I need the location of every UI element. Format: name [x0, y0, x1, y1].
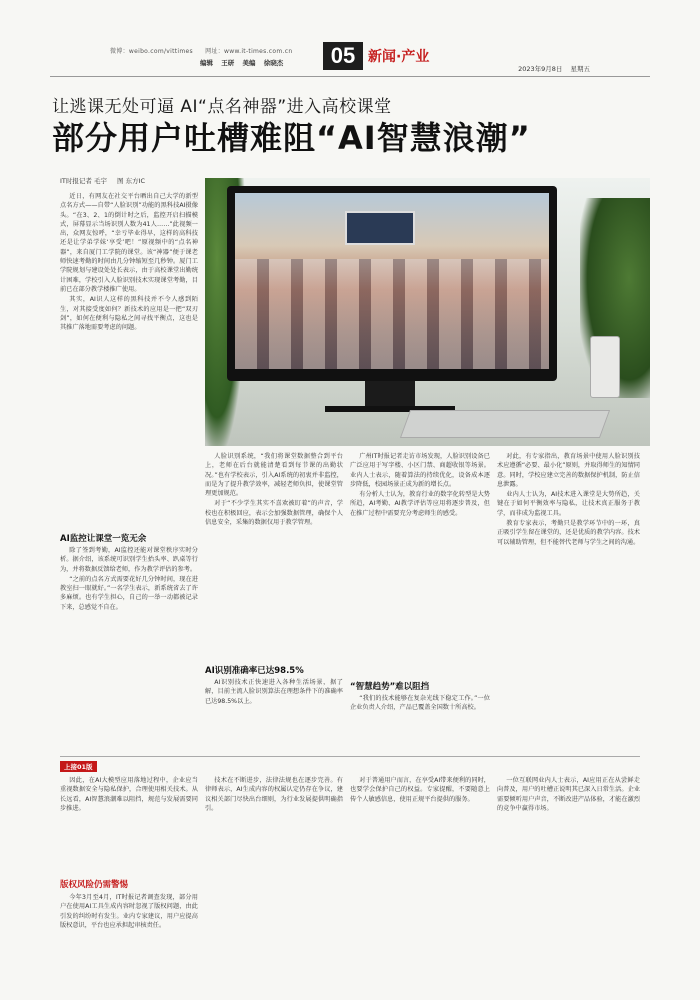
byline: [60, 176, 153, 185]
column-1-lower: [60, 546, 198, 613]
paragraph: 广州IT时报记者走访市场发现，人脸识别设备已广泛应用于写字楼、小区门禁、商超收银等场景。业内人士表示，随着算法的持续优化，设备成本逐步降低，校园场景正成为新的增长点。: [350, 453, 490, 488]
monitor-stand: [365, 381, 415, 409]
paragraph: 其实，AI识人这样的黑科技并不令人感到陌生，对其接受度如何？新技术的应用是一把“双刃剑”，如何在便利与隐私之间寻找平衡点，这也是其推广落地需要考虑的问题。: [60, 296, 198, 332]
staff-name-editor: 王研: [221, 59, 235, 67]
subheading-3: “智慧趋势”难以阻挡: [350, 682, 430, 692]
monitor-screen: [235, 193, 549, 369]
paragraph: 今年3月至4月，IT时报记者调查发现，部分用户在使用AI工具生成内容时忽视了版权问题，由此引发的纠纷时有发生。业内专家建议，用户应提高版权意识，平台也应承担起审核责任。: [60, 894, 198, 929]
paragraph: 因此，在AI大模型应用落地过程中，企业应当重视数据安全与隐私保护，合理使用相关技术。从长远看，AI智慧浪潮难以阻挡，规范与发展需要同步推进。: [60, 777, 198, 812]
section-title: 新闻·产业: [368, 49, 430, 65]
paragraph: 业内人士认为，AI技术进入课堂是大势所趋，关键在于如何平衡效率与隐私，让技术真正服务于教学，而非成为监视工具。: [497, 491, 640, 517]
paragraph: 一位互联网业内人士表示，AI应用正在从尝鲜走向普及，用户的吐槽正说明其已深入日常生活。企业需要倾听用户声音，不断改进产品体验，才能在激烈的竞争中赢得市场。: [497, 777, 640, 812]
website-link[interactable]: 网址：www.it-times.com.cn: [205, 48, 293, 55]
classroom-desks: [235, 259, 549, 369]
column-2-lower: [205, 678, 343, 707]
paragraph: 对此，有专家指出，教育场景中使用人脸识别技术应遵循“必要、最小化”原则，并取得师生的知情同意。同时，学校应建立完善的数据保护机制，防止信息泄露。: [497, 453, 640, 488]
weekday-text: 星期五: [570, 65, 590, 73]
paragraph: 近日，有网友在社交平台晒出自己大学的新型点名方式——自带“人脸识别”功能的黑科技AI摄像头。“在3、2、1的倒计时之后，监控开启扫描模式，屏幕显示当场识别人数为41人……”此视频一出，众网友惊呼，“幸亏毕业得早，这样的高科技还是让学弟学妹‘享受’吧！”原视频中的“点名神器”，来自厦门工学院的课堂。该“神器”便于课老师快速考勤的时间由几分钟缩短至几秒钟。厦门工学院规划与建设处处长表示，由于高校课堂出勤统计困难，学校引入人脸识别技术实现课堂考勤，目前已在部分教学楼推广使用。: [60, 193, 198, 293]
staff-name-designer: 徐晓杰: [263, 59, 284, 67]
article-title: 部分用户吐槽难阻“AI智慧浪潮”: [52, 119, 531, 157]
classroom-monitor-photo: [205, 178, 650, 446]
column-4: [497, 452, 640, 548]
weibo-link[interactable]: 微博：weibo.com/vittimes: [110, 48, 193, 55]
subheading-1: AI监控让课堂一览无余: [60, 534, 147, 544]
paragraph: 技术在不断进步，法律法规也在逐步完善。有律师表示，AI生成内容的权属认定仍存在争议，建议相关部门尽快出台细则，为行业发展提供明确指引。: [205, 777, 343, 812]
byline-reporter: IT时报记者 毛宇: [60, 177, 107, 185]
issue-date: [512, 64, 590, 73]
column-3-lower: [350, 694, 490, 714]
paragraph: AI识别技术正快速进入各种生活场景，据了解，目前主流人脸识别算法在理想条件下的准确率已达98.5%以上。: [205, 679, 343, 705]
paragraph: 人脸识别系统，“我们将课堂数据整合到平台上，老师在后台就能清楚看到每节课的出勤状况。”也有学校表示，引入AI系统的初衷并非监控，而是为了提升教学效率，减轻老师负担，使课堂管理更加规范。: [205, 453, 343, 498]
page-number: 05: [323, 42, 363, 70]
desk-phone: [590, 336, 620, 398]
paragraph: “我们的技术能够在复杂光线下稳定工作。”一位企业负责人介绍，产品已覆盖全国数十所高校。: [350, 695, 490, 712]
column-1: [60, 192, 198, 333]
paragraph: 对于普通用户而言，在享受AI带来便利的同时，也要学会保护自己的权益。专家提醒，不要随意上传个人敏感信息，使用正规平台提供的服务。: [350, 777, 490, 803]
classroom-tv: [345, 211, 415, 245]
paragraph: 有分析人士认为，教育行业的数字化转型是大势所趋，AI考勤、AI教学评估等应用将逐步普及，但在推广过程中需要充分考虑师生的感受。: [350, 491, 490, 517]
bottom-column-3: [350, 776, 490, 805]
date-text: 2023年9月8日: [518, 65, 563, 73]
bottom-column-1: [60, 776, 198, 814]
staff-role-designer: 美编: [242, 59, 256, 67]
bottom-column-4: [497, 776, 640, 814]
bottom-column-1-lower: [60, 893, 198, 931]
staff-role-editor: 编辑: [200, 59, 213, 67]
header-links: [110, 46, 302, 55]
header-divider: [50, 76, 650, 77]
paragraph: “之前的点名方式需要花好几分钟时间，现在进教室扫一眼就好。”一名学生表示，新系统省去了许多麻烦。也有学生担心，自己的一举一动都被记录下来，总感觉不自在。: [60, 575, 198, 611]
paragraph: 除了签到考勤，AI监控还能对课堂秩序实时分析。据介绍，该系统可识别学生抬头率、趴桌等行为，并将数据反馈给老师，作为教学评估的参考。: [60, 547, 198, 573]
bottom-subheading: 版权风险仍需警惕: [60, 880, 129, 890]
continued-tag: 上接01版: [60, 761, 97, 772]
byline-photo: 图 东方IC: [117, 177, 146, 185]
article-subtitle: 让逃课无处可逼 AI“点名神器”进入高校课堂: [52, 97, 392, 117]
bottom-column-2: [205, 776, 343, 814]
bottom-divider: [60, 756, 640, 757]
subheading-2: AI识别准确率已达98.5%: [205, 666, 304, 676]
paragraph: 教育专家表示，考勤只是教学环节中的一环，真正吸引学生留在课堂的，还是优质的教学内容。技术可以辅助管理，但不能替代老师与学生之间的沟通。: [497, 520, 640, 546]
column-2: [205, 452, 343, 528]
paragraph: 对于“不少学生其实不喜欢被盯着”的声音，学校也在积极回应，表示会加强数据管理，确保个人信息安全，采集的数据仅用于教学管理。: [205, 500, 343, 527]
keyboard: [400, 410, 610, 438]
staff-credits: [200, 58, 289, 67]
column-3: [350, 452, 490, 519]
